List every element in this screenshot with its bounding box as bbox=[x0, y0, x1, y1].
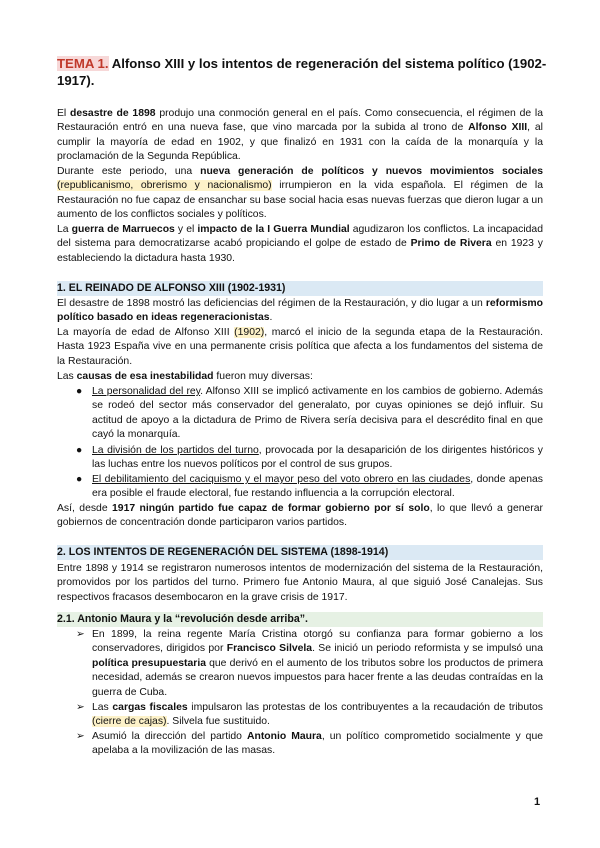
intro-paragraph-1: El desastre de 1898 produjo una conmoción general en el país. Como consecuencia, el régimen de la Restauración entró en una nueva fase, que vino marcada por la subida al trono de Alfonso XIII, al cumplir la mayoría de edad en 1902, y que finalizó en 1931 con la caída de la monarquía y la proclamación de la Segunda República. bbox=[57, 108, 543, 163]
arrow-icon: ➢ bbox=[76, 629, 85, 640]
bullet-icon: ● bbox=[76, 474, 83, 485]
tema-label: TEMA 1. bbox=[57, 56, 109, 71]
section-1-paragraph-3: Las causas de esa inestabilidad fueron muy diversas: bbox=[57, 371, 313, 382]
section-2-paragraph-1: Entre 1898 y 1914 se registraron numerosos intentos de modernización del sistema de la Restauración, promovidos por los partidos del turno. Primero fue Antonio Maura, al que siguió José Canalejas. Sus respectivos fracasos desembocaron en la grave crisis de 1917. bbox=[57, 563, 543, 603]
list-item: ● La personalidad del rey. Alfonso XIII se implicó activamente en los cambios de gobierno. Además se rodeó del sector más conservador del generalato, por cuyas opiniones se dejó influir. Su actitud de apoyo a la dictadura de Primo de Rivera sería decisiva para el descrédito final en que cayó la monarquía. bbox=[76, 386, 544, 441]
document-title bbox=[57, 55, 547, 89]
highlight-1902: (1902) bbox=[234, 327, 265, 338]
list-item: Las cargas fiscales impulsaron las protestas de los contribuyentes a la recaudación de tributos (cierre de cajas). Silvela fue sustituido. bbox=[92, 702, 543, 728]
arrow-icon: ➢ bbox=[76, 702, 85, 713]
section-1-heading: 1. EL REINADO DE ALFONSO XIII (1902-1931) bbox=[57, 281, 543, 296]
arrow-icon: ➢ bbox=[76, 731, 85, 742]
section-1-paragraph-4: Así, desde 1917 ningún partido fue capaz de formar gobierno por sí solo, lo que llevó a generar gobiernos de concentración donde participaron varios partidos. bbox=[57, 503, 543, 529]
subsection-2-1-heading: 2.1. Antonio Maura y la “revolución desde arriba”. bbox=[57, 612, 543, 627]
highlight-cierre-cajas: (cierre de cajas) bbox=[92, 716, 167, 728]
page-number: 1 bbox=[534, 796, 541, 808]
title-text: Alfonso XIII y los intentos de regeneración del sistema político (1902-1917). bbox=[57, 56, 547, 88]
list-item: En 1899, la reina regente María Cristina otorgó su confianza para formar gobierno a los conservadores, dirigidos por Francisco Silvela. Se inició un periodo reformista y se impulsó una política presupuestaria que derivó en el aumento de los tributos sobre los productos de primera necesidad, además se crearon nuevos impuestos para hacer frente a las deudas contraídas en la guerra de Cuba. bbox=[92, 629, 543, 698]
section-1-paragraph-1: El desastre de 1898 mostró las deficiencias del régimen de la Restauración, y dio lugar a un reformismo político basado en ideas regeneracionistas. bbox=[57, 298, 543, 324]
list-item: Asumió la dirección del partido Antonio Maura, un político comprometido socialmente y que apelaba a la movilización de las masas. bbox=[92, 731, 544, 757]
bullet-icon: ● bbox=[76, 445, 83, 456]
list-item: ● La división de los partidos del turno, provocada por la desaparición de los dirigentes históricos y las luchas entre los nuevos políticos por el control de sus grupos. bbox=[76, 445, 543, 471]
list-item: ● El debilitamiento del caciquismo y el mayor peso del voto obrero en las ciudades, donde apenas era posible el fraude electoral, fue restando influencia a la corrupción electoral. bbox=[76, 474, 543, 500]
section-2-heading: 2. LOS INTENTOS DE REGENERACIÓN DEL SISTEMA (1898-1914) bbox=[57, 545, 543, 560]
intro-paragraph-3: La guerra de Marruecos y el impacto de la I Guerra Mundial agudizaron los conflictos. La incapacidad del sistema para democratizarse acabó propiciando el golpe de estado de Primo de Rivera en 1923 y estableciendo la dictadura hasta 1930. bbox=[57, 224, 543, 264]
section-1-paragraph-2: La mayoría de edad de Alfonso XIII (1902), marcó el inicio de la segunda etapa de la Restauración. Hasta 1923 España vive en una permanente crisis política que afecta a los fundamentos del sistema de la Restauración. bbox=[57, 327, 543, 367]
bullet-icon: ● bbox=[76, 386, 83, 397]
intro-paragraph-2: Durante este periodo, una nueva generación de políticos y nuevos movimientos sociales (republicanismo, obrerismo y nacionalismo) irrumpieron en la vida española. El régimen de la Restauración no fue capaz de ensanchar su base social hacia esas nuevas fuerzas que dieron lugar a un aumento de los conflictos sociales y políticos. bbox=[57, 166, 543, 221]
highlight-movements: (republicanismo, obrerismo y nacionalismo) bbox=[57, 180, 272, 192]
